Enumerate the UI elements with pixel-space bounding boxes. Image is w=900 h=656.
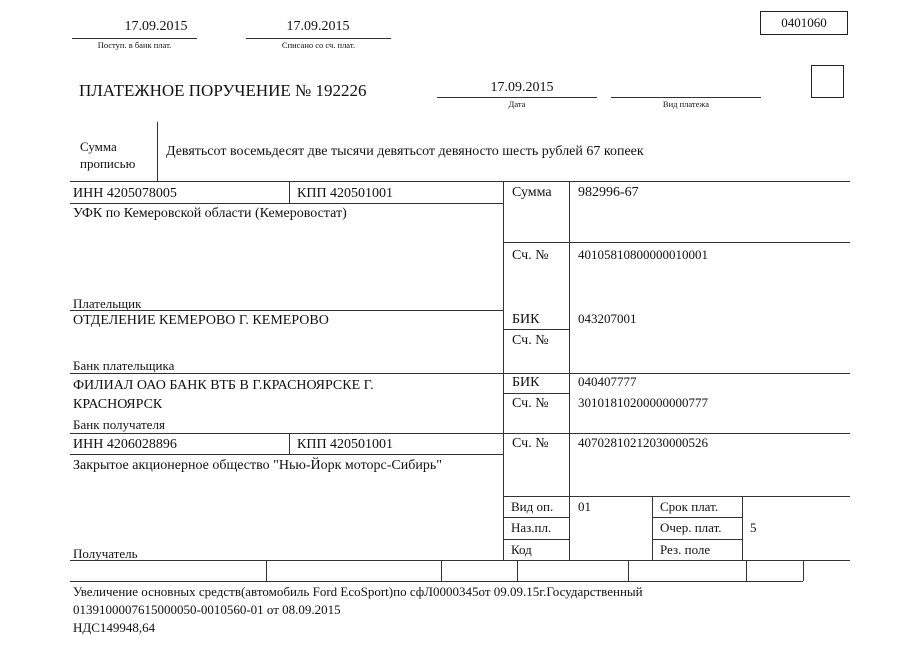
form-code-box: [760, 11, 848, 35]
received-caption: Поступ. в банк плат.: [97, 40, 172, 50]
tax-field-divider-3: [517, 560, 518, 581]
payer-bank-account-label: Сч. №: [512, 333, 549, 348]
payee-corr-account-label: Сч. №: [512, 396, 549, 411]
right-column-left-line: [503, 182, 504, 560]
amount-words-divider: [157, 122, 158, 182]
payment-type-box: [811, 65, 844, 98]
payer-inn-kpp-divider: [289, 182, 290, 203]
payee-inn-kpp-divider: [289, 433, 290, 454]
payee-bank-caption: Банк получателя: [73, 417, 165, 432]
debited-underline: [246, 38, 391, 39]
tax-field-divider-4: [628, 560, 629, 581]
amount-words-value: Девятьсот восемьдесят две тысячи девятьсот девяносто шесть рублей 67 копеек: [166, 144, 644, 159]
received-date: 17.09.2015: [124, 19, 188, 34]
codes-row1-left-line: [503, 517, 569, 518]
payer-bank-caption: Банк плательщика: [73, 358, 175, 373]
payee-bik-bottom-line: [503, 393, 569, 394]
debited-caption: Списано со сч. плат.: [281, 40, 356, 50]
codes-row1-right-line: [652, 517, 742, 518]
payee-bik-value: 040407777: [578, 374, 637, 389]
payment-type-caption: Вид платежа: [662, 99, 710, 109]
payer-kpp: КПП 420501001: [297, 186, 394, 201]
codes-divider-2: [742, 496, 743, 560]
codes-top-line: [503, 496, 850, 497]
payer-bik-label: БИК: [512, 312, 540, 327]
sum-value: 982996-67: [578, 185, 639, 200]
form-code: 0401060: [781, 15, 827, 30]
purpose-line-2: 0139100007615000050-0010560-01 от 08.09.2015: [73, 602, 341, 617]
payer-inn-line: [70, 203, 503, 204]
payee-inn: ИНН 4206028896: [73, 437, 177, 452]
purpose-line-1: Увеличение основных средств(автомобиль Ford EcoSport)по сфЛ0000345от 09.09.15г.Государственный: [73, 584, 643, 599]
bik-bottom-line: [503, 329, 569, 330]
payee-kpp: КПП 420501001: [297, 437, 394, 452]
payer-bik-value: 043207001: [578, 311, 637, 326]
tax-fields-line: [70, 581, 803, 582]
payer-inn: ИНН 4205078005: [73, 186, 177, 201]
payee-inn-line: [70, 454, 503, 455]
sum-bottom-line: [503, 242, 850, 243]
payer-bank-name: ОТДЕЛЕНИЕ КЕМЕРОВО Г. КЕМЕРОВО: [73, 313, 329, 328]
amount-words-label: Сумма прописью: [80, 139, 136, 171]
payer-caption: Плательщик: [73, 296, 142, 311]
document-title: ПЛАТЕЖНОЕ ПОРУЧЕНИЕ № 192226: [79, 81, 367, 100]
document-date: 17.09.2015: [490, 80, 554, 95]
payee-bottom-line: [70, 560, 850, 561]
vid-op-label: Вид оп.: [511, 499, 554, 514]
amount-words-bottom-line: [70, 181, 850, 182]
sum-label: Сумма: [512, 185, 552, 200]
naz-pl-label: Наз.пл.: [511, 520, 552, 535]
codes-row2-right-line: [652, 539, 742, 540]
debited-date: 17.09.2015: [286, 19, 350, 34]
tax-field-divider-2: [441, 560, 442, 581]
payee-bank-bottom-line: [70, 433, 850, 434]
right-column-mid-line: [569, 182, 570, 560]
tax-field-divider-6: [803, 560, 804, 581]
payer-bank-bottom-line: [70, 373, 850, 374]
payee-account-value: 40702810212030000526: [578, 435, 708, 450]
tax-field-divider-1: [266, 560, 267, 581]
ocher-plat-value: 5: [750, 520, 757, 535]
rez-pole-label: Рез. поле: [660, 542, 711, 557]
payer-bottom-line: [70, 310, 503, 311]
ocher-plat-label: Очер. плат.: [660, 520, 722, 535]
payer-account-value: 40105810800000010001: [578, 247, 708, 262]
purpose-line-3: НДС149948,64: [73, 620, 156, 635]
codes-row2-left-line: [503, 539, 569, 540]
codes-divider-1: [652, 496, 653, 560]
vid-op-value: 01: [578, 499, 591, 514]
kod-label: Код: [511, 542, 532, 557]
payment-type-underline: [611, 97, 761, 98]
tax-field-divider-5: [746, 560, 747, 581]
payee-bik-label: БИК: [512, 375, 540, 390]
payee-caption: Получатель: [73, 546, 138, 561]
payee-corr-account-value: 30101810200000000777: [578, 395, 708, 410]
received-underline: [72, 38, 197, 39]
payer-account-label: Сч. №: [512, 248, 549, 263]
srok-plat-label: Срок плат.: [660, 499, 719, 514]
payer-name: УФК по Кемеровской области (Кемеровостат): [73, 206, 347, 221]
date-caption: Дата: [508, 99, 526, 109]
payee-bank-name: ФИЛИАЛ ОАО БАНК ВТБ В Г.КРАСНОЯРСКЕ Г. КРАСНОЯРСК: [73, 378, 374, 412]
date-underline: [437, 97, 597, 98]
payee-account-label: Сч. №: [512, 436, 549, 451]
payee-name: Закрытое акционерное общество "Нью-Йорк моторс-Сибирь": [73, 458, 442, 473]
